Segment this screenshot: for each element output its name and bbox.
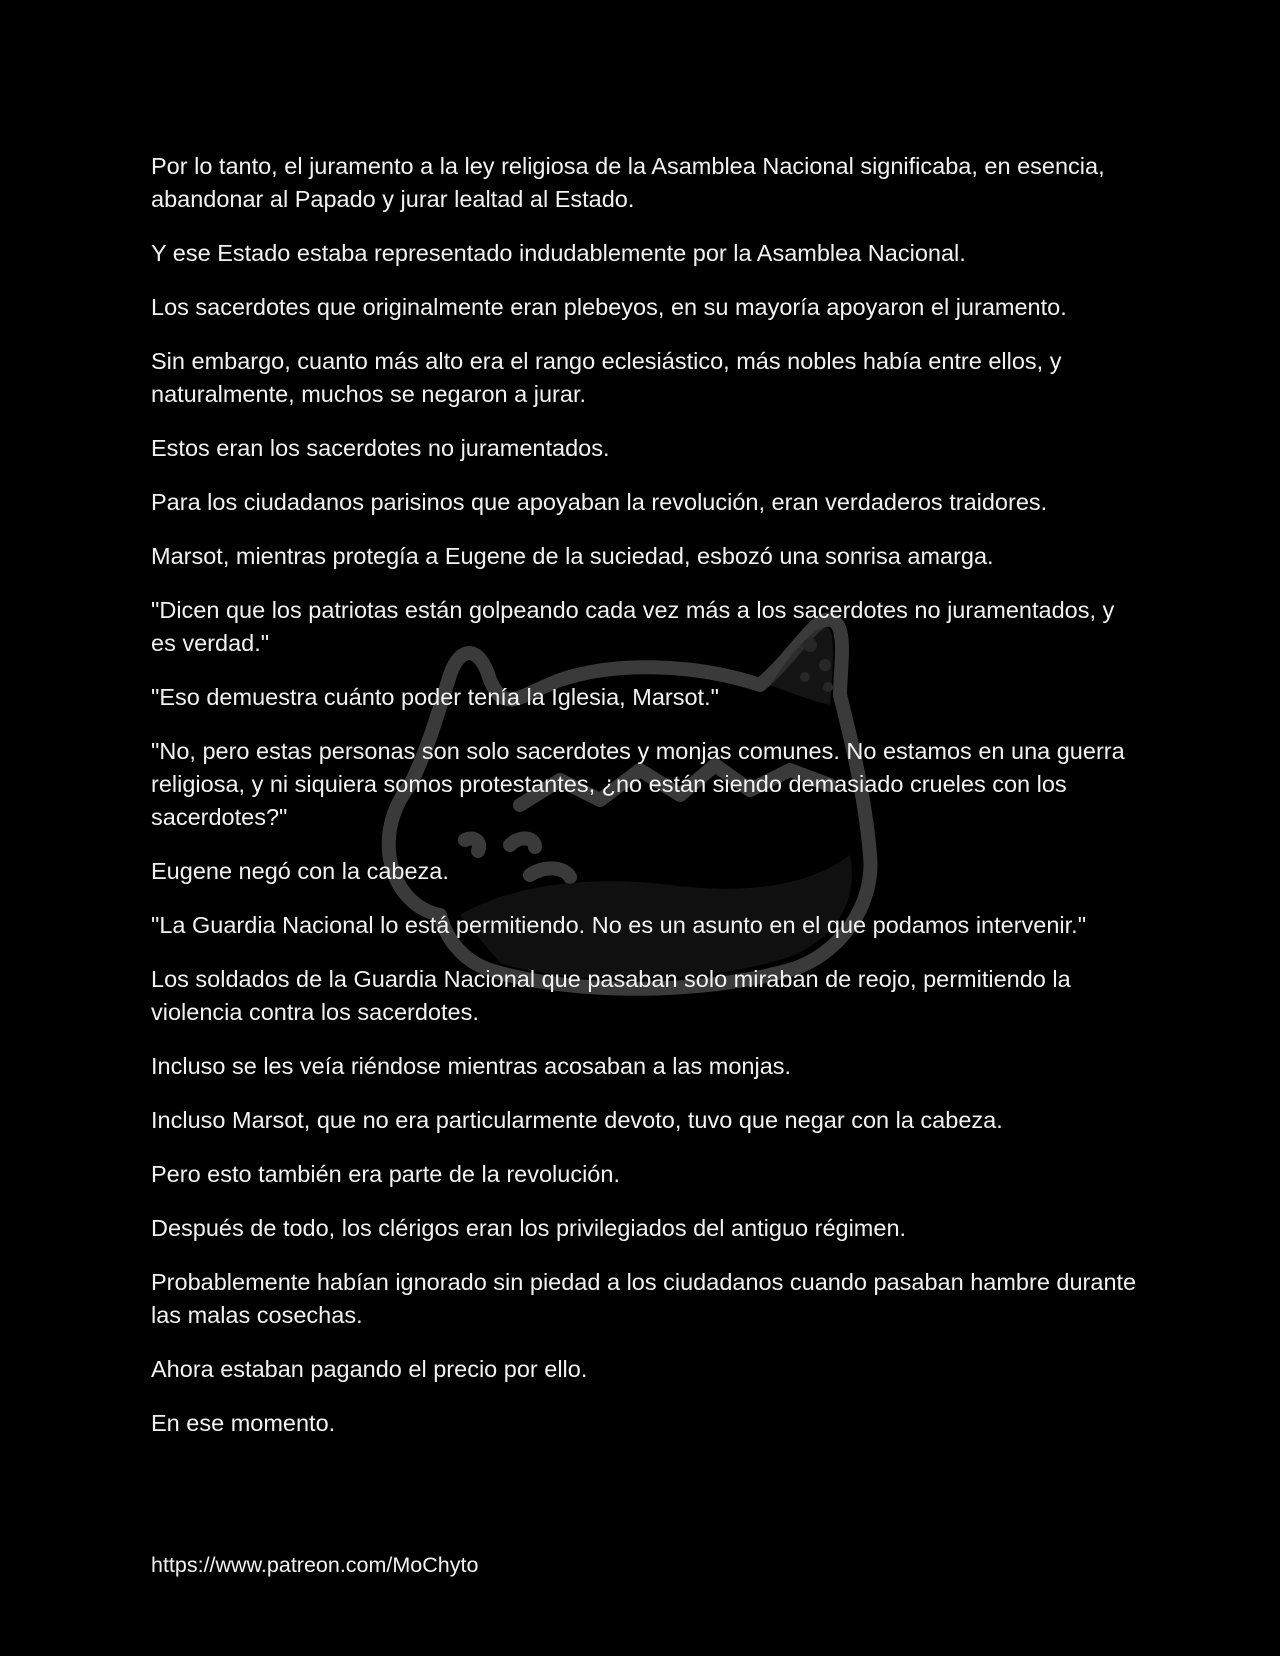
paragraph: Por lo tanto, el juramento a la ley religiosa de la Asamblea Nacional significaba, en esencia, abandonar al Papado y jurar lealtad al Estado. — [151, 153, 1105, 212]
paragraph: Sin embargo, cuanto más alto era el rango eclesiástico, más nobles había entre ellos, y naturalmente, muchos se negaron a jurar. — [151, 348, 1062, 407]
paragraph: Después de todo, los clérigos eran los privilegiados del antiguo régimen. — [151, 1215, 907, 1241]
paragraph: Los soldados de la Guardia Nacional que pasaban solo miraban de reojo, permitiendo la violencia contra los sacerdotes. — [151, 966, 1071, 1025]
paragraph: Y ese Estado estaba representado indudablemente por la Asamblea Nacional. — [151, 240, 966, 266]
paragraph: Pero esto también era parte de la revolución. — [151, 1161, 620, 1187]
paragraph: Incluso se les veía riéndose mientras acosaban a las monjas. — [151, 1053, 792, 1079]
paragraph: Los sacerdotes que originalmente eran plebeyos, en su mayoría apoyaron el juramento. — [151, 294, 1067, 320]
paragraph: Estos eran los sacerdotes no juramentados. — [151, 435, 610, 461]
paragraph: "No, pero estas personas son solo sacerdotes y monjas comunes. No estamos en una guerra religiosa, y ni siquiera somos protestantes, ¿no están siendo demasiado crueles con los sacerdotes?" — [151, 738, 1125, 830]
paragraph: Probablemente habían ignorado sin piedad a los ciudadanos cuando pasaban hambre durante las malas cosechas. — [151, 1269, 1137, 1328]
paragraph: Eugene negó con la cabeza. — [151, 858, 449, 884]
paragraph: "Eso demuestra cuánto poder tenía la Iglesia, Marsot." — [151, 684, 719, 710]
patreon-link[interactable]: https://www.patreon.com/MoChyto — [151, 1553, 479, 1577]
paragraph: Ahora estaban pagando el precio por ello. — [151, 1356, 588, 1382]
paragraph: "Dicen que los patriotas están golpeando cada vez más a los sacerdotes no juramentados, y es verdad." — [151, 597, 1115, 656]
paragraph: Para los ciudadanos parisinos que apoyaban la revolución, eran verdaderos traidores. — [151, 489, 1048, 515]
paragraph: Incluso Marsot, que no era particularmente devoto, tuvo que negar con la cabeza. — [151, 1107, 1003, 1133]
paragraph: "La Guardia Nacional lo está permitiendo. No es un asunto en el que podamos intervenir." — [151, 912, 1087, 938]
paragraph: En ese momento. — [151, 1410, 336, 1436]
chapter-text — [151, 150, 1141, 1461]
paragraph: Marsot, mientras protegía a Eugene de la suciedad, esbozó una sonrisa amarga. — [151, 543, 994, 569]
